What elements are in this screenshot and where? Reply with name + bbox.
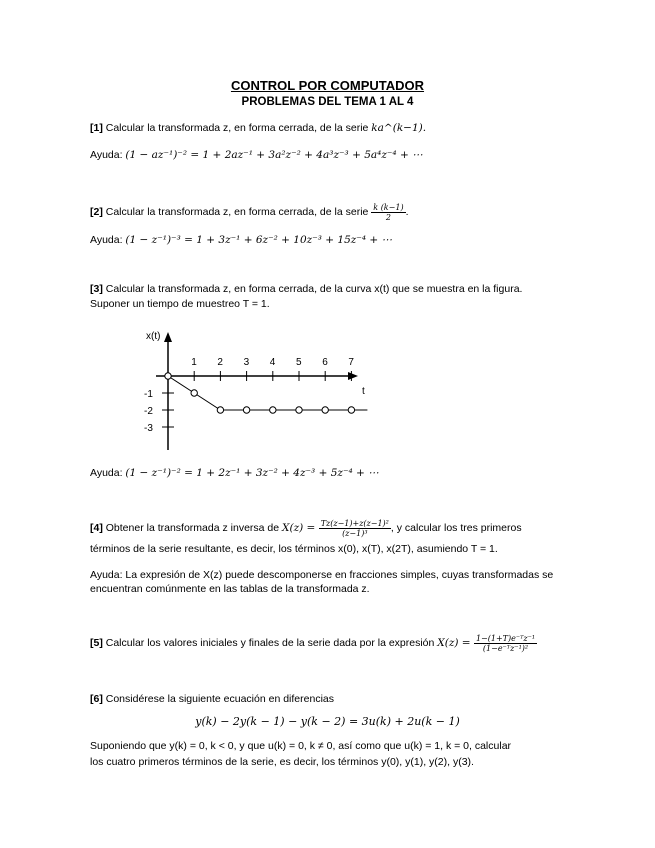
x-tick-label: 1 (191, 357, 197, 368)
problem-3-hint (90, 467, 379, 480)
problem-2-statement: [2] Calcular la transformada z, en forma cerrada, de la serie $\frac{k (k-1)}{2}$ . (90, 202, 409, 222)
y-axis-label: x(t) (146, 331, 161, 342)
problem-2-hint-label: Ayuda: (90, 234, 126, 246)
problem-3-number: [3] (90, 283, 103, 295)
problem-4-statement-line1 (90, 516, 522, 540)
problem-2-hint-formula: (1 − z⁻¹)⁻³ = 1 + 3z⁻¹ + 6z⁻² + 10z⁻³ + 15z⁻⁴ + ⋯ (125, 234, 393, 246)
problem-1-hint (90, 149, 423, 162)
problem-2-frac-num: k (k−1) (373, 202, 404, 212)
problem-5-frac-den: (1−e⁻ᵀz⁻¹)² (482, 643, 529, 653)
problem-5-frac-num: 1−(1+T)e⁻ᵀz⁻¹ (475, 633, 536, 643)
problem-4-number: [4] (90, 522, 103, 534)
problem-2-hint (90, 234, 392, 247)
problem-3-text: Calcular la transformada z, en forma cerrada, de la curva x(t) que se muestra en la figura. (102, 283, 523, 295)
x-axis-label: t (362, 386, 365, 397)
problem-5-fraction (474, 634, 537, 653)
y-tick-label: -1 (144, 389, 153, 400)
sample-point (348, 407, 354, 413)
problem-5-lhs: X(z) = (437, 637, 474, 649)
x-tick-label: 3 (243, 357, 250, 368)
problem-4-hint-line2: encuentran comúnmente en las tablas de la transformada z. (90, 583, 370, 595)
curve-line (168, 376, 367, 410)
problem-3-statement-line2: Suponer un tiempo de muestreo T = 1. (90, 298, 270, 310)
problem-6-number: [6] (90, 693, 103, 705)
problem-1-series: ka^(k−1). (371, 122, 427, 134)
problem-6-line4: los cuatro primeros términos de la serie, es decir, los términos y(0), y(1), y(2), y(3). (90, 756, 474, 768)
x-tick-label: 2 (217, 357, 223, 368)
problem-4-fraction (319, 519, 391, 538)
problem-4-frac-num: Tz(z−1)+z(z−1)² (320, 518, 389, 528)
problem-4-frac-den: (z−1)³ (342, 528, 368, 538)
page-title: CONTROL POR COMPUTADOR (230, 78, 425, 93)
problem-2-text: Calcular la transformada z, en forma cerrada, de la serie (102, 206, 372, 218)
y-tick-label: -3 (144, 423, 153, 434)
sample-point (243, 407, 249, 413)
problem-1-hint-label: Ayuda: (90, 149, 126, 161)
problem-1-number: [1] (90, 122, 103, 134)
problem-1-hint-formula: (1 − az⁻¹)⁻² = 1 + 2az⁻¹ + 3a²z⁻² + 4a³z⁻³ + 5a⁴z⁻⁴ + ⋯ (125, 149, 423, 161)
sample-point (322, 407, 328, 413)
problem-5-number: [5] (90, 637, 103, 649)
problem-6-equation: y(k) − 2y(k − 1) − y(k − 2) = 3u(k) + 2u(k − 1) (195, 715, 460, 728)
page-subtitle: PROBLEMAS DEL TEMA 1 AL 4 (241, 96, 414, 108)
problem-1-statement (90, 122, 426, 135)
problem-5-statement (90, 631, 537, 655)
sample-point (165, 373, 171, 379)
x-tick-label: 7 (348, 357, 354, 368)
x-axis-arrow (348, 372, 358, 380)
y-tick-label: -2 (144, 406, 153, 417)
problem-5-text: Calcular los valores iniciales y finales de la serie dada por la expresión (102, 637, 438, 649)
problem-6-statement (90, 693, 334, 706)
problem-6-text: Considérese la siguiente ecuación en diferencias (102, 693, 334, 705)
problem-3-statement-line1 (90, 283, 522, 296)
x-tick-label: 4 (269, 357, 276, 368)
problem-2-number: [2] (90, 206, 103, 218)
problem-4-statement-line2: términos de la serie resultante, es decir, los términos x(0), x(T), x(2T), asumiendo T = 1. (90, 543, 498, 555)
problem-3-hint-formula: (1 − z⁻¹)⁻² = 1 + 2z⁻¹ + 3z⁻² + 4z⁻³ + 5z⁻⁴ + ⋯ (125, 467, 379, 479)
problem-3-hint-label: Ayuda: (90, 467, 126, 479)
x-tick-label: 5 (296, 357, 302, 368)
sample-point (296, 407, 302, 413)
problem-1-text: Calcular la transformada z, en forma cerrada, de la serie (102, 122, 372, 134)
sample-point (191, 390, 197, 396)
problem-2-frac-den: 2 (385, 212, 391, 222)
problem-4-lhs: X(z) = (282, 522, 319, 534)
problem-2-fraction (371, 203, 405, 222)
sample-point (270, 407, 276, 413)
problem-4-text-b: , y calcular los tres primeros (390, 522, 522, 534)
y-axis-arrow (164, 332, 172, 342)
problem-6-line3: Suponiendo que y(k) = 0, k < 0, y que u(k) = 0, k ≠ 0, así como que u(k) = 1, k = 0, calcular (90, 740, 512, 752)
problem-3-figure (130, 325, 390, 455)
sample-point (217, 407, 223, 413)
problem-4-hint-line1: Ayuda: La expresión de X(z) puede descomponerse en fracciones simples, cuyas transformadas se (90, 569, 554, 581)
x-tick-label: 6 (322, 357, 328, 368)
problem-4-text-a: Obtener la transformada z inversa de (102, 522, 283, 534)
